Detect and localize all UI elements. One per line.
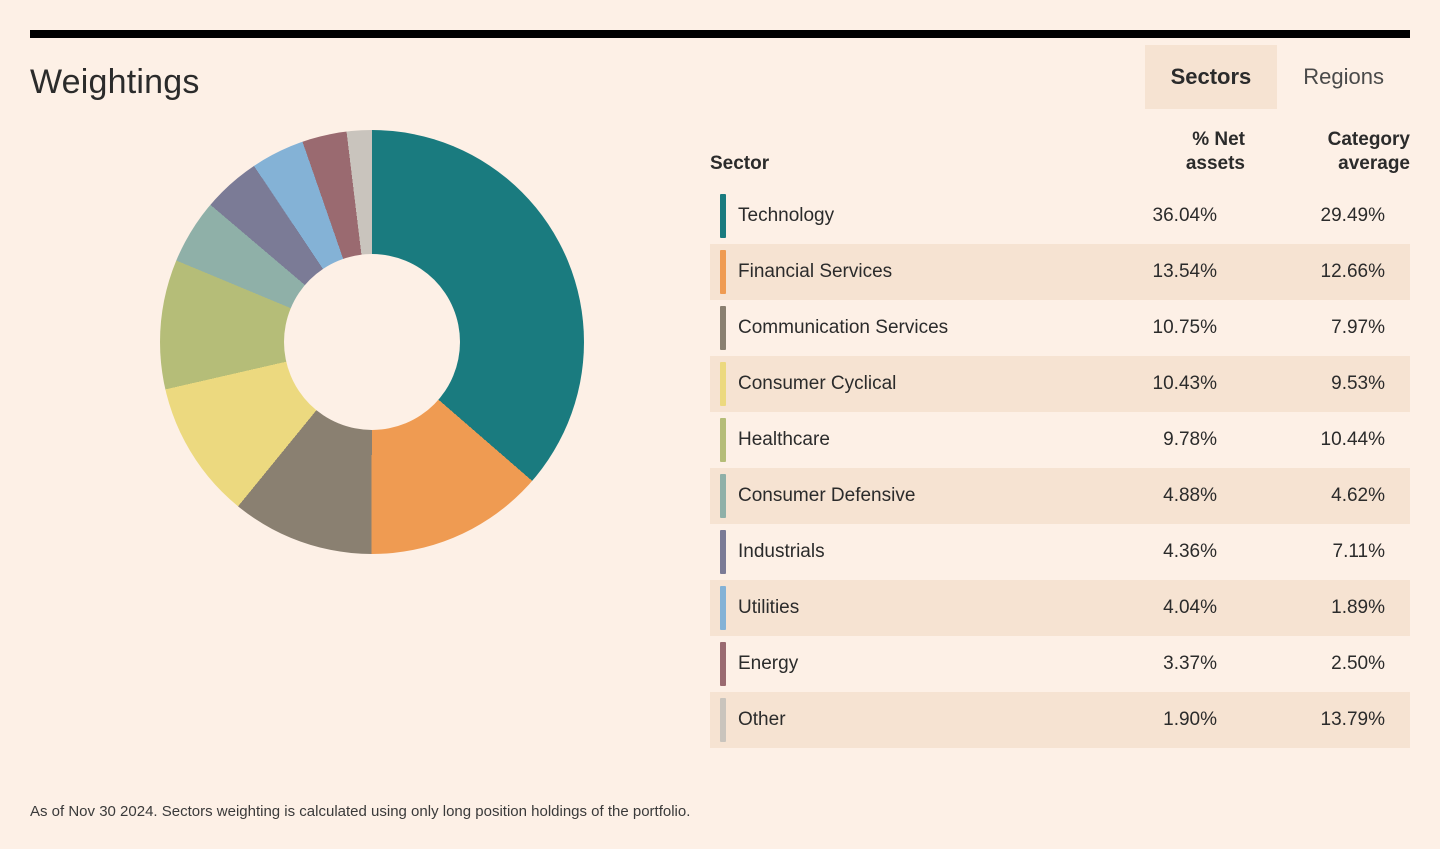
sector-label: Consumer Defensive — [738, 484, 916, 506]
color-swatch-icon — [720, 474, 726, 518]
cell-net-assets: 36.04% — [1152, 204, 1217, 226]
table-row — [710, 692, 1410, 748]
cell-sector — [710, 356, 1070, 412]
table-body — [710, 188, 1410, 748]
sector-label: Technology — [738, 204, 835, 226]
sector-label: Utilities — [738, 596, 800, 618]
tab-sectors[interactable]: Sectors — [1145, 45, 1278, 109]
column-header-net-assets-line2: assets — [1185, 152, 1245, 174]
tab-regions[interactable]: Regions — [1303, 64, 1384, 89]
table-row — [710, 636, 1410, 692]
table-row — [710, 524, 1410, 580]
donut-center — [284, 254, 460, 430]
cell-net-assets: 4.36% — [1163, 540, 1217, 562]
cell-sector — [710, 692, 1070, 748]
table-row — [710, 244, 1410, 300]
table-row — [710, 300, 1410, 356]
page-title: Weightings — [30, 63, 200, 101]
color-swatch-icon — [720, 698, 726, 742]
table-row — [710, 580, 1410, 636]
color-swatch-icon — [720, 642, 726, 686]
cell-net-assets: 4.88% — [1070, 468, 1245, 524]
column-header-category-average-line2: average — [1338, 152, 1410, 174]
cell-category-average: 4.62% — [1245, 468, 1410, 524]
sector-label: Energy — [738, 652, 799, 674]
color-swatch-icon — [720, 362, 726, 406]
color-swatch-icon — [720, 586, 726, 630]
cell-category-average: 10.44% — [1320, 428, 1385, 450]
cell-sector — [710, 524, 1070, 580]
cell-sector — [710, 412, 1070, 468]
table-header-row — [710, 128, 1410, 188]
column-header-category-average-line1: Category — [1327, 129, 1410, 150]
cell-category-average: 7.11% — [1332, 540, 1385, 562]
footnote: As of Nov 30 2024. Sectors weighting is calculated using only long position holdings of the portfolio. — [30, 803, 691, 820]
color-swatch-icon — [720, 530, 726, 574]
sector-label: Healthcare — [738, 428, 830, 450]
cell-category-average: 12.66% — [1245, 244, 1410, 300]
cell-sector — [710, 188, 1070, 244]
cell-sector — [710, 244, 1070, 300]
cell-sector — [710, 468, 1070, 524]
top-divider — [30, 30, 1410, 38]
color-swatch-icon — [720, 306, 726, 350]
cell-sector — [710, 300, 1070, 356]
cell-category-average: 7.97% — [1331, 316, 1385, 338]
cell-net-assets: 10.43% — [1070, 356, 1245, 412]
table-row — [710, 412, 1410, 468]
column-header-net-assets — [1070, 128, 1245, 188]
sector-label: Consumer Cyclical — [738, 372, 897, 394]
cell-category-average: 1.89% — [1245, 580, 1410, 636]
sector-label: Industrials — [738, 540, 825, 562]
cell-net-assets: 1.90% — [1070, 692, 1245, 748]
color-swatch-icon — [720, 194, 726, 238]
sector-label: Communication Services — [738, 316, 949, 338]
color-swatch-icon — [720, 250, 726, 294]
cell-category-average: 13.79% — [1245, 692, 1410, 748]
cell-net-assets: 13.54% — [1070, 244, 1245, 300]
table-row — [710, 356, 1410, 412]
cell-category-average: 2.50% — [1331, 652, 1385, 674]
column-header-sector: Sector — [710, 152, 770, 174]
cell-net-assets: 10.75% — [1152, 316, 1217, 338]
view-tabs — [1145, 45, 1410, 109]
weightings-table — [710, 128, 1410, 748]
cell-sector — [710, 636, 1070, 692]
table-row — [710, 468, 1410, 524]
cell-net-assets: 4.04% — [1070, 580, 1245, 636]
sector-donut-chart — [160, 130, 584, 554]
cell-net-assets: 3.37% — [1163, 652, 1217, 674]
color-swatch-icon — [720, 418, 726, 462]
column-header-category-average — [1245, 128, 1410, 188]
cell-sector — [710, 580, 1070, 636]
cell-category-average: 29.49% — [1320, 204, 1385, 226]
cell-net-assets: 9.78% — [1163, 428, 1217, 450]
sector-label: Other — [738, 708, 786, 730]
column-header-net-assets-line1: % Net — [1192, 129, 1245, 150]
table-row — [710, 188, 1410, 244]
sector-label: Financial Services — [738, 260, 893, 282]
cell-category-average: 9.53% — [1245, 356, 1410, 412]
